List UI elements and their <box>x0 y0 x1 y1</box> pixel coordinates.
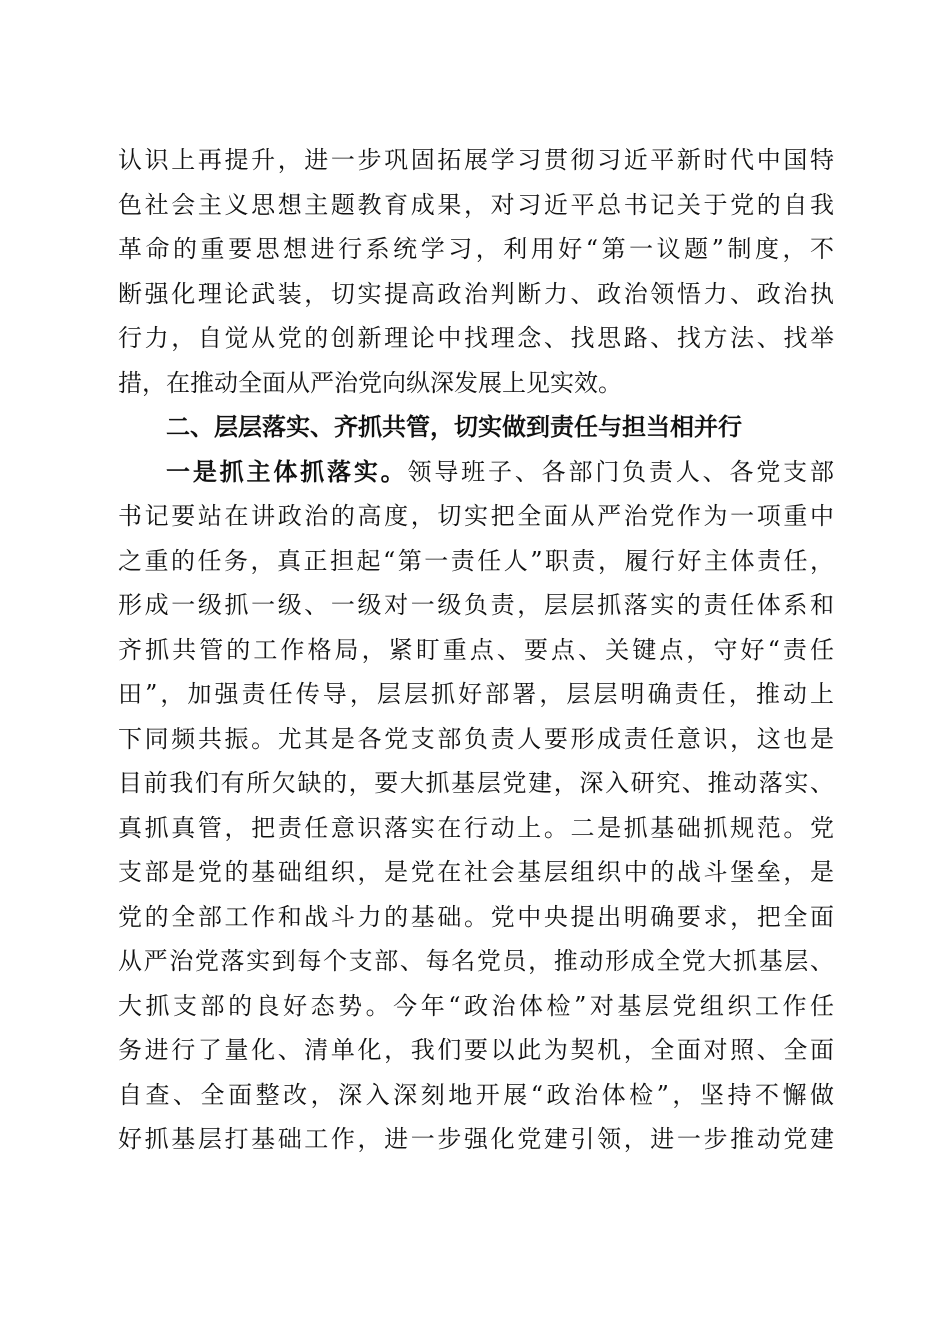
paragraph-line: 田”，加强责任传导，层层抓好部署，层层明确责任，推动上 <box>118 680 834 708</box>
paragraph-line: 之重的任务，真正担起“第一责任人”职责，履行好主体责任， <box>118 546 834 575</box>
paragraph-line: 革命的重要思想进行系统学习，利用好“第一议题”制度，不 <box>118 235 834 263</box>
paragraph-line: 大抓支部的良好态势。今年“政治体检”对基层党组织工作任 <box>118 991 834 1020</box>
paragraph-line: 支部是党的基础组织，是党在社会基层组织中的战斗堡垒，是 <box>118 858 834 886</box>
paragraph-first-rest: 领导班子、各部门负责人、各党支部 <box>407 457 834 486</box>
paragraph-line: 书记要站在讲政治的高度，切实把全面从严治党作为一项重中 <box>118 502 834 530</box>
paragraph-line: 从严治党落实到每个支部、每名党员，推动形成全党大抓基层、 <box>118 947 834 975</box>
paragraph-line: 形成一级抓一级、一级对一级负责，层层抓落实的责任体系和 <box>118 591 834 619</box>
paragraph-line: 行力，自觉从党的创新理论中找理念、找思路、找方法、找举 <box>118 324 834 352</box>
section-heading: 二、层层落实、齐抓共管，切实做到责任与担当相并行 <box>166 413 742 441</box>
paragraph-line: 党的全部工作和战斗力的基础。党中央提出明确要求，把全面 <box>118 902 834 931</box>
paragraph-line: 务进行了量化、清单化，我们要以此为契机，全面对照、全面 <box>118 1036 834 1064</box>
paragraph-line: 措，在推动全面从严治党向纵深发展上见实效。 <box>118 368 622 397</box>
paragraph-line: 认识上再提升，进一步巩固拓展学习贯彻习近平新时代中国特 <box>118 146 834 174</box>
paragraph-line: 断强化理论武装，切实提高政治判断力、政治领悟力、政治执 <box>118 279 834 308</box>
paragraph-line: 下同频共振。尤其是各党支部负责人要形成责任意识，这也是 <box>118 724 834 753</box>
paragraph-line: 色社会主义思想主题教育成果，对习近平总书记关于党的自我 <box>118 190 834 219</box>
paragraph-lead: 一是抓主体抓落实。 <box>166 457 408 486</box>
paragraph-line: 目前我们有所欠缺的，要大抓基层党建，深入研究、推动落实、 <box>118 769 834 797</box>
paragraph-line: 真抓真管，把责任意识落实在行动上。二是抓基础抓规范。党 <box>118 813 834 842</box>
paragraph-first-line <box>118 450 834 495</box>
paragraph-line: 好抓基层打基础工作，进一步强化党建引领，进一步推动党建 <box>118 1125 834 1153</box>
document-body <box>118 138 834 1162</box>
paragraph-line: 自查、全面整改，深入深刻地开展“政治体检”，坚持不懈做 <box>118 1080 834 1109</box>
paragraph-line: 齐抓共管的工作格局，紧盯重点、要点、关键点，守好“责任 <box>118 635 834 664</box>
